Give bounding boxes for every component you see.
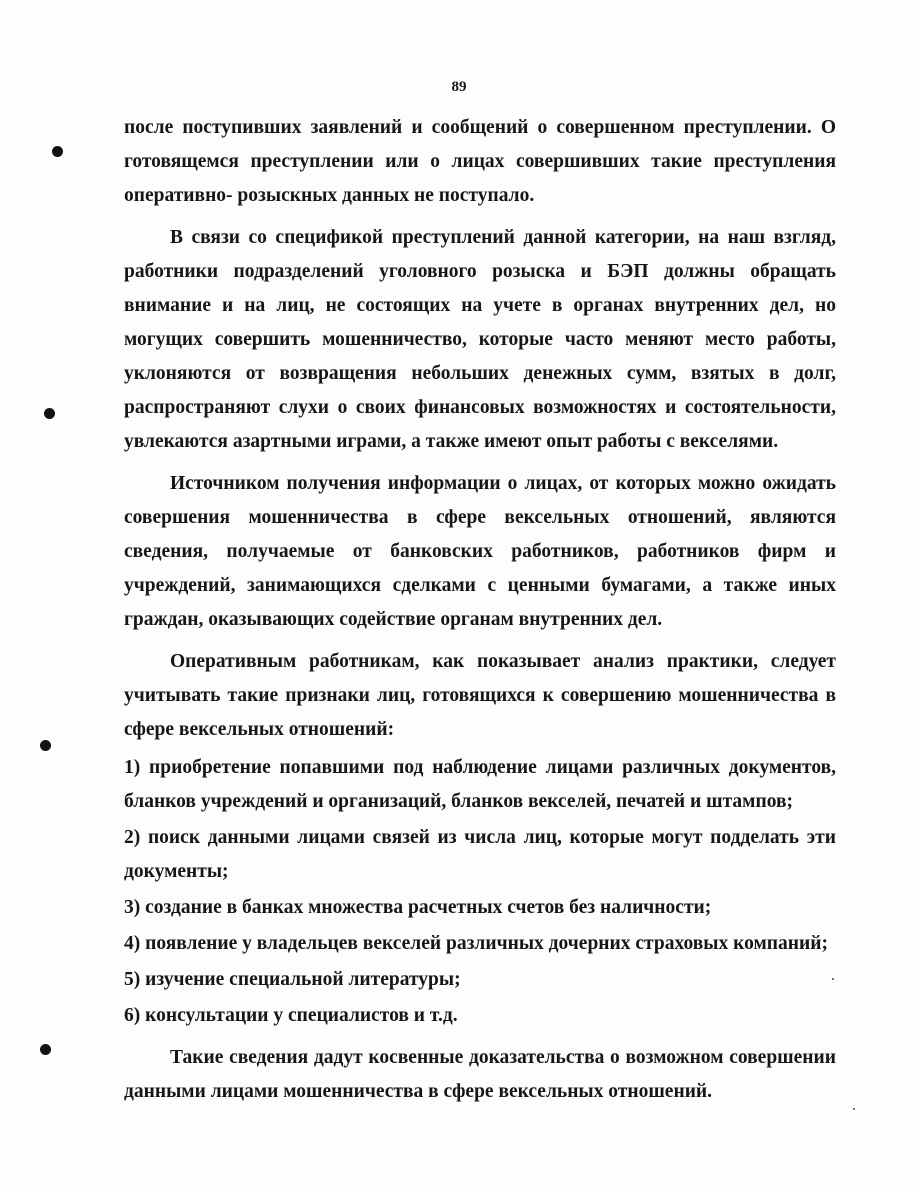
body-text <box>124 111 836 1109</box>
list-item: 6) консультации у специалистов и т.д. <box>124 1005 458 1026</box>
list-item: 3) создание в банках множества расчетных счетов без наличности; <box>124 897 712 918</box>
list-item: 5) изучение специальной литературы; <box>124 969 461 990</box>
punch-hole <box>40 1044 51 1055</box>
punch-hole <box>44 408 55 419</box>
paragraph: Оперативным работникам, как показывает анализ практики, следует учитывать такие признаки лиц, готовящихся к совершению мошенничества в сфере вексельных отношений: <box>124 651 836 740</box>
list-item: 2) поиск данными лицами связей из числа лиц, которые могут подделать эти документы; <box>124 827 836 882</box>
list-item: 1) приобретение попавшими под наблюдение лицами различных документов, бланков учреждений и организаций, бланков векселей, печатей и штампов; <box>124 757 836 812</box>
paragraph: В связи со спецификой преступлений данной категории, на наш взгляд, работники подразделений уголовного розыска и БЭП должны обращать внимание и на лиц, не состоящих на учете в органах внутренних дел, но могущих совершить мошенничество, которые часто меняют место работы, уклоняются от возвращения небольших денежных сумм, взятых в долг, распространяют слухи о своих финансовых возможностях и состоятельности, увлекаются азартными играми, а также имеют опыт работы с векселями. <box>124 227 836 452</box>
punch-hole <box>40 740 51 751</box>
paragraph: Источником получения информации о лицах, от которых можно ожидать совершения мошенничества в сфере вексельных отношений, являются сведения, получаемые от банковских работников, работников фирм и учреждений, занимающихся сделками с ценными бумагами, а также иных граждан, оказывающих содействие органам внутренних дел. <box>124 473 836 630</box>
page-number: 89 <box>451 79 467 95</box>
scan-speck <box>853 1108 855 1110</box>
paragraph: Такие сведения дадут косвенные доказательства о возможном совершении данными лицами мошенничества в сфере вексельных отношений. <box>124 1047 836 1102</box>
punch-hole <box>52 146 63 157</box>
list-item: 4) появление у владельцев векселей различных дочерних страховых компаний; <box>124 933 828 954</box>
paragraph-continuation: после поступивших заявлений и сообщений о совершенном преступлении. О готовящемся преступлении или о лицах совершивших такие преступления оперативно- розыскных данных не поступало. <box>124 117 836 206</box>
